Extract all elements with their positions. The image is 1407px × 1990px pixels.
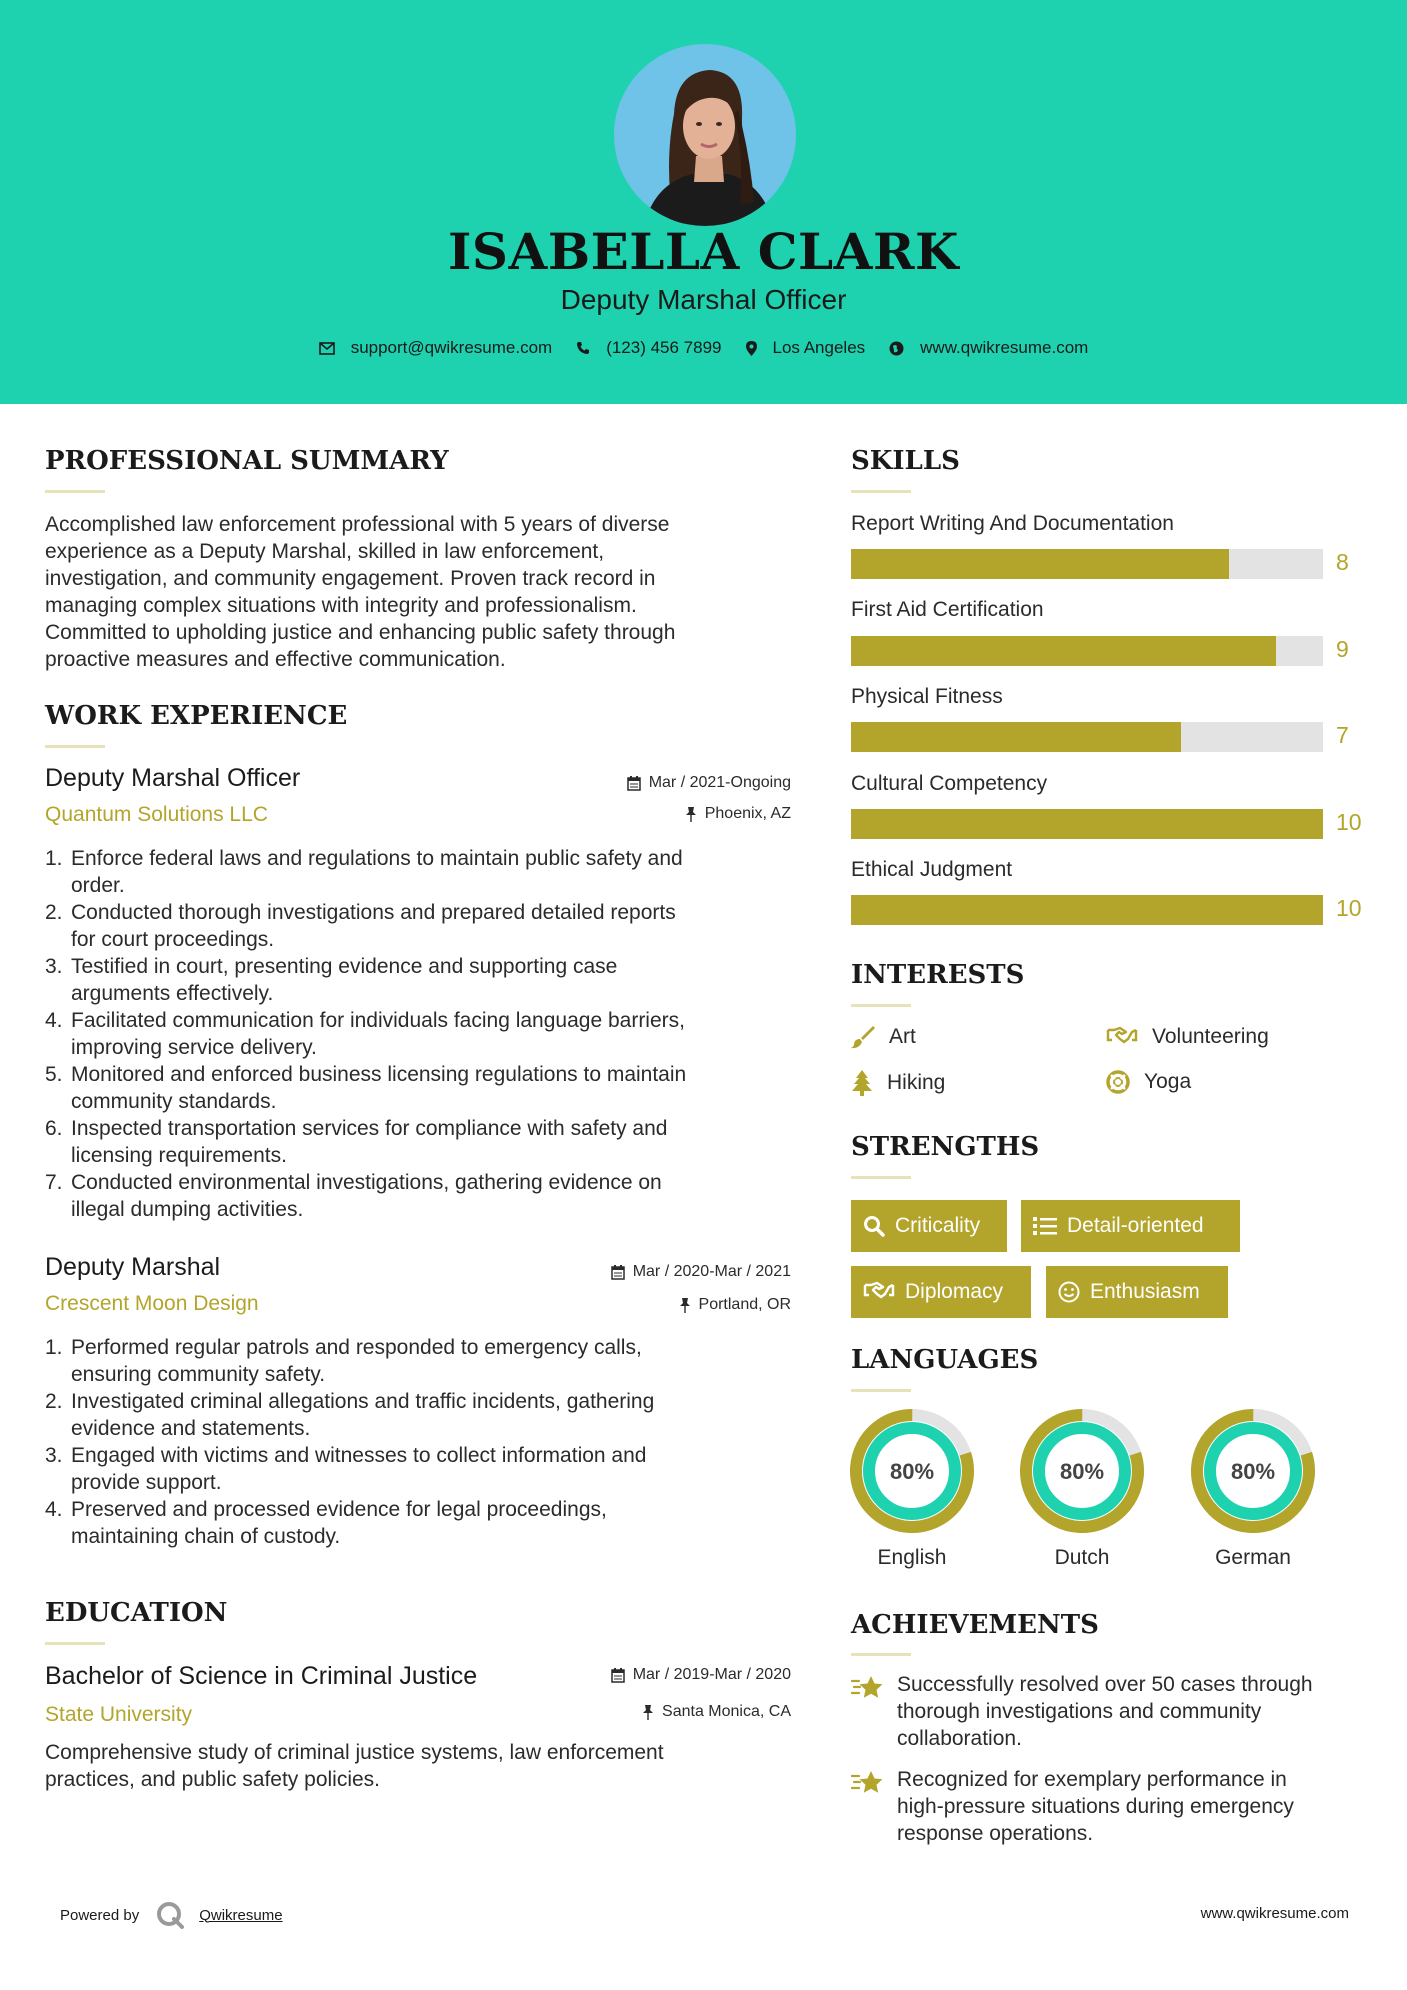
job-title: Deputy Marshal <box>45 1253 221 1281</box>
summary-rule <box>45 490 105 493</box>
language-label: English <box>877 1546 947 1569</box>
summary-line: investigation, and community engagement. Proven track record in <box>45 567 656 590</box>
calendar-icon <box>627 776 641 791</box>
contact-website[interactable] <box>889 338 1088 358</box>
skill-label: First Aid Certification <box>851 598 1044 621</box>
list-item <box>45 899 785 953</box>
strength-label: Criticality <box>895 1214 981 1237</box>
skill-label: Ethical Judgment <box>851 858 1013 881</box>
strength-label: Enthusiasm <box>1090 1280 1200 1303</box>
item-line: Investigated criminal allegations and traffic incidents, gathering <box>71 1390 655 1413</box>
skill-label: Cultural Competency <box>851 772 1048 795</box>
item-line: ensuring community safety. <box>71 1363 326 1386</box>
item-line: licensing requirements. <box>71 1144 287 1167</box>
list-item <box>45 1007 785 1061</box>
skills-heading: SKILLS <box>851 446 960 476</box>
contact-location <box>746 338 866 358</box>
item-line: Conducted environmental investigations, gathering evidence on <box>71 1171 662 1194</box>
website-text: www.qwikresume.com <box>920 338 1089 357</box>
strength-badge-enthusiasm <box>1046 1266 1228 1318</box>
star-icon <box>851 1673 885 1703</box>
interest-label: Hiking <box>887 1071 946 1094</box>
strength-label: Detail-oriented <box>1067 1214 1204 1237</box>
calendar-icon <box>611 1265 625 1280</box>
item-number: 3. <box>45 1444 63 1467</box>
skill-bar <box>851 895 1323 925</box>
strength-badge-detail-oriented <box>1021 1200 1240 1252</box>
list-item <box>45 1496 785 1550</box>
skill-bar <box>851 722 1323 752</box>
skill-value: 7 <box>1336 722 1349 748</box>
candidate-name: ISABELLA CLARK <box>448 222 959 281</box>
item-line: Facilitated communication for individuals facing language barriers, <box>71 1009 685 1032</box>
item-number: 3. <box>45 955 63 978</box>
language-ring-dutch <box>1019 1408 1145 1534</box>
item-line: order. <box>71 874 125 897</box>
interest-art <box>851 1025 916 1049</box>
contact-phone[interactable] <box>576 338 721 358</box>
languages-rule <box>851 1389 911 1392</box>
powered-by-text: Powered by <box>60 1906 140 1924</box>
item-line: improving service delivery. <box>71 1036 317 1059</box>
summary-heading: PROFESSIONAL SUMMARY <box>45 446 449 476</box>
lifebuoy-icon <box>1106 1070 1130 1094</box>
summary-line: proactive measures and effective communication. <box>45 648 506 671</box>
languages-heading: LANGUAGES <box>851 1345 1039 1375</box>
item-line: Engaged with victims and witnesses to collect information and <box>71 1444 647 1467</box>
achievement-item <box>851 1766 1371 1847</box>
job-title: Deputy Marshal Officer <box>45 764 301 792</box>
skill-bar-fill <box>851 895 1323 925</box>
phone-text: (123) 456 7899 <box>606 338 722 357</box>
achievement-line: high-pressure situations during emergency <box>897 1795 1294 1818</box>
language-label: Dutch <box>1054 1546 1110 1569</box>
item-line: evidence and statements. <box>71 1417 311 1440</box>
list-item <box>45 1169 785 1223</box>
job-dates <box>627 774 791 792</box>
list-icon <box>1033 1216 1057 1236</box>
item-line: Inspected transportation services for compliance with safety and <box>71 1117 668 1140</box>
achievement-line: response operations. <box>897 1822 1094 1845</box>
footer-powered-by <box>60 1900 283 1930</box>
strengths-rule <box>851 1176 911 1179</box>
header-banner <box>0 0 1407 404</box>
interests-heading: INTERESTS <box>851 960 1025 990</box>
interests-rule <box>851 1004 911 1007</box>
map-pin-icon <box>746 341 757 356</box>
strength-label: Diplomacy <box>905 1280 1004 1303</box>
skill-label: Report Writing And Documentation <box>851 512 1174 535</box>
experience-heading: WORK EXPERIENCE <box>45 701 348 731</box>
handshake-icon <box>1106 1026 1138 1048</box>
qwikresume-link[interactable]: Qwikresume <box>199 1906 283 1924</box>
job-location-text: Phoenix, AZ <box>704 805 791 822</box>
summary-line: managing complex situations with integrity and professionalism. <box>45 594 637 617</box>
item-line: Performed regular patrols and responded to emergency calls, <box>71 1336 642 1359</box>
education-dates-text: Mar / 2019-Mar / 2020 <box>632 1666 791 1683</box>
item-number: 6. <box>45 1117 63 1140</box>
skill-value: 8 <box>1336 549 1349 575</box>
item-number: 4. <box>45 1498 63 1521</box>
interest-label: Volunteering <box>1152 1025 1269 1048</box>
item-line: Enforce federal laws and regulations to maintain public safety and <box>71 847 683 870</box>
pushpin-icon <box>685 807 697 822</box>
summary-text <box>45 511 805 673</box>
smile-icon <box>1058 1281 1080 1303</box>
achievement-line: Recognized for exemplary performance in <box>897 1768 1287 1791</box>
skill-label: Physical Fitness <box>851 685 1003 708</box>
achievement-item <box>851 1671 1371 1752</box>
interest-yoga <box>1106 1070 1191 1094</box>
language-percent: 80% <box>1230 1459 1276 1484</box>
pushpin-icon <box>642 1705 654 1720</box>
education-desc-line: practices, and public safety policies. <box>45 1768 381 1791</box>
list-item <box>45 1061 785 1115</box>
candidate-role: Deputy Marshal Officer <box>560 284 847 315</box>
item-line: for court proceedings. <box>71 928 275 951</box>
education-rule <box>45 1642 105 1645</box>
item-line: Testified in court, presenting evidence and supporting case <box>71 955 618 978</box>
job-duties <box>45 845 785 1223</box>
globe-icon <box>889 341 904 356</box>
strength-badge-diplomacy <box>851 1266 1031 1318</box>
achievements-rule <box>851 1653 911 1656</box>
skill-bar-fill <box>851 809 1323 839</box>
language-label: German <box>1215 1546 1291 1569</box>
skill-value: 10 <box>1336 809 1362 835</box>
language-percent: 80% <box>889 1459 935 1484</box>
job-company: Crescent Moon Design <box>45 1292 259 1315</box>
item-number: 4. <box>45 1009 63 1032</box>
achievement-text <box>897 1766 1294 1847</box>
handshake-icon <box>863 1281 895 1303</box>
job-dates-text: Mar / 2020-Mar / 2021 <box>632 1263 791 1280</box>
item-line: community standards. <box>71 1090 277 1113</box>
job-location <box>685 805 791 823</box>
skill-bar <box>851 549 1323 579</box>
paintbrush-icon <box>851 1025 875 1049</box>
experience-rule <box>45 745 105 748</box>
summary-line: Committed to upholding justice and enhancing public safety through <box>45 621 676 644</box>
education-heading: EDUCATION <box>45 1598 228 1628</box>
skill-bar <box>851 636 1323 666</box>
item-line: Monitored and enforced business licensing regulations to maintain <box>71 1063 687 1086</box>
location-text: Los Angeles <box>772 338 866 357</box>
skill-value: 9 <box>1336 636 1349 662</box>
list-item <box>45 845 785 899</box>
skill-value: 10 <box>1336 895 1362 921</box>
job-duties <box>45 1334 785 1550</box>
item-number: 7. <box>45 1171 63 1194</box>
search-icon <box>863 1215 885 1237</box>
language-percent: 80% <box>1059 1459 1105 1484</box>
profile-photo <box>614 44 796 226</box>
education-description <box>45 1739 805 1793</box>
job-location-text: Portland, OR <box>698 1296 791 1313</box>
interest-label: Art <box>889 1025 916 1048</box>
item-line: Conducted thorough investigations and prepared detailed reports <box>71 901 676 924</box>
job-dates-text: Mar / 2021-Ongoing <box>648 774 791 791</box>
language-ring-english <box>849 1408 975 1534</box>
interest-label: Yoga <box>1144 1070 1192 1093</box>
calendar-icon <box>611 1668 625 1683</box>
phone-icon <box>576 341 590 355</box>
email-text: support@qwikresume.com <box>350 338 553 357</box>
achievement-line: collaboration. <box>897 1727 1022 1750</box>
job-location <box>679 1296 791 1314</box>
item-line: maintaining chain of custody. <box>71 1525 341 1548</box>
contact-email[interactable] <box>319 338 553 358</box>
summary-line: experience as a Deputy Marshal, skilled in law enforcement, <box>45 540 605 563</box>
interest-volunteering <box>1106 1025 1269 1049</box>
achievement-text <box>897 1671 1313 1752</box>
strength-badge-criticality <box>851 1200 1007 1252</box>
skill-bar-fill <box>851 549 1229 579</box>
list-item <box>45 953 785 1007</box>
achievements-heading: ACHIEVEMENTS <box>851 1610 1099 1640</box>
education-location <box>642 1703 791 1721</box>
star-icon <box>851 1768 885 1798</box>
item-number: 2. <box>45 901 63 924</box>
list-item <box>45 1115 785 1169</box>
language-ring-german <box>1190 1408 1316 1534</box>
item-number: 1. <box>45 847 63 870</box>
list-item <box>45 1442 785 1496</box>
qwikresume-logo-icon <box>155 1900 185 1930</box>
achievement-line: thorough investigations and community <box>897 1700 1262 1723</box>
list-item <box>45 1388 785 1442</box>
tree-icon <box>851 1070 873 1096</box>
skill-bar <box>851 809 1323 839</box>
strengths-heading: STRENGTHS <box>851 1132 1040 1162</box>
item-number: 2. <box>45 1390 63 1413</box>
item-line: arguments effectively. <box>71 982 274 1005</box>
education-desc-line: Comprehensive study of criminal justice systems, law enforcement <box>45 1741 664 1764</box>
summary-line: Accomplished law enforcement professional with 5 years of diverse <box>45 513 670 536</box>
degree-title: Bachelor of Science in Criminal Justice <box>45 1662 478 1690</box>
job-dates <box>611 1263 791 1281</box>
pushpin-icon <box>679 1298 691 1313</box>
education-dates <box>611 1666 791 1684</box>
school-name: State University <box>45 1703 193 1726</box>
skill-bar-fill <box>851 636 1276 666</box>
skill-bar-fill <box>851 722 1181 752</box>
interest-hiking <box>851 1070 945 1096</box>
item-line: provide support. <box>71 1471 222 1494</box>
footer-site[interactable]: www.qwikresume.com <box>1200 1905 1349 1922</box>
list-item <box>45 1334 785 1388</box>
skills-rule <box>851 490 911 493</box>
job-company: Quantum Solutions LLC <box>45 803 268 826</box>
education-location-text: Santa Monica, CA <box>662 1703 791 1720</box>
achievement-line: Successfully resolved over 50 cases through <box>897 1673 1313 1696</box>
item-number: 5. <box>45 1063 63 1086</box>
contact-bar <box>0 338 1407 358</box>
item-line: Preserved and processed evidence for legal proceedings, <box>71 1498 607 1521</box>
item-number: 1. <box>45 1336 63 1359</box>
item-line: illegal dumping activities. <box>71 1198 304 1221</box>
envelope-icon <box>319 342 335 355</box>
